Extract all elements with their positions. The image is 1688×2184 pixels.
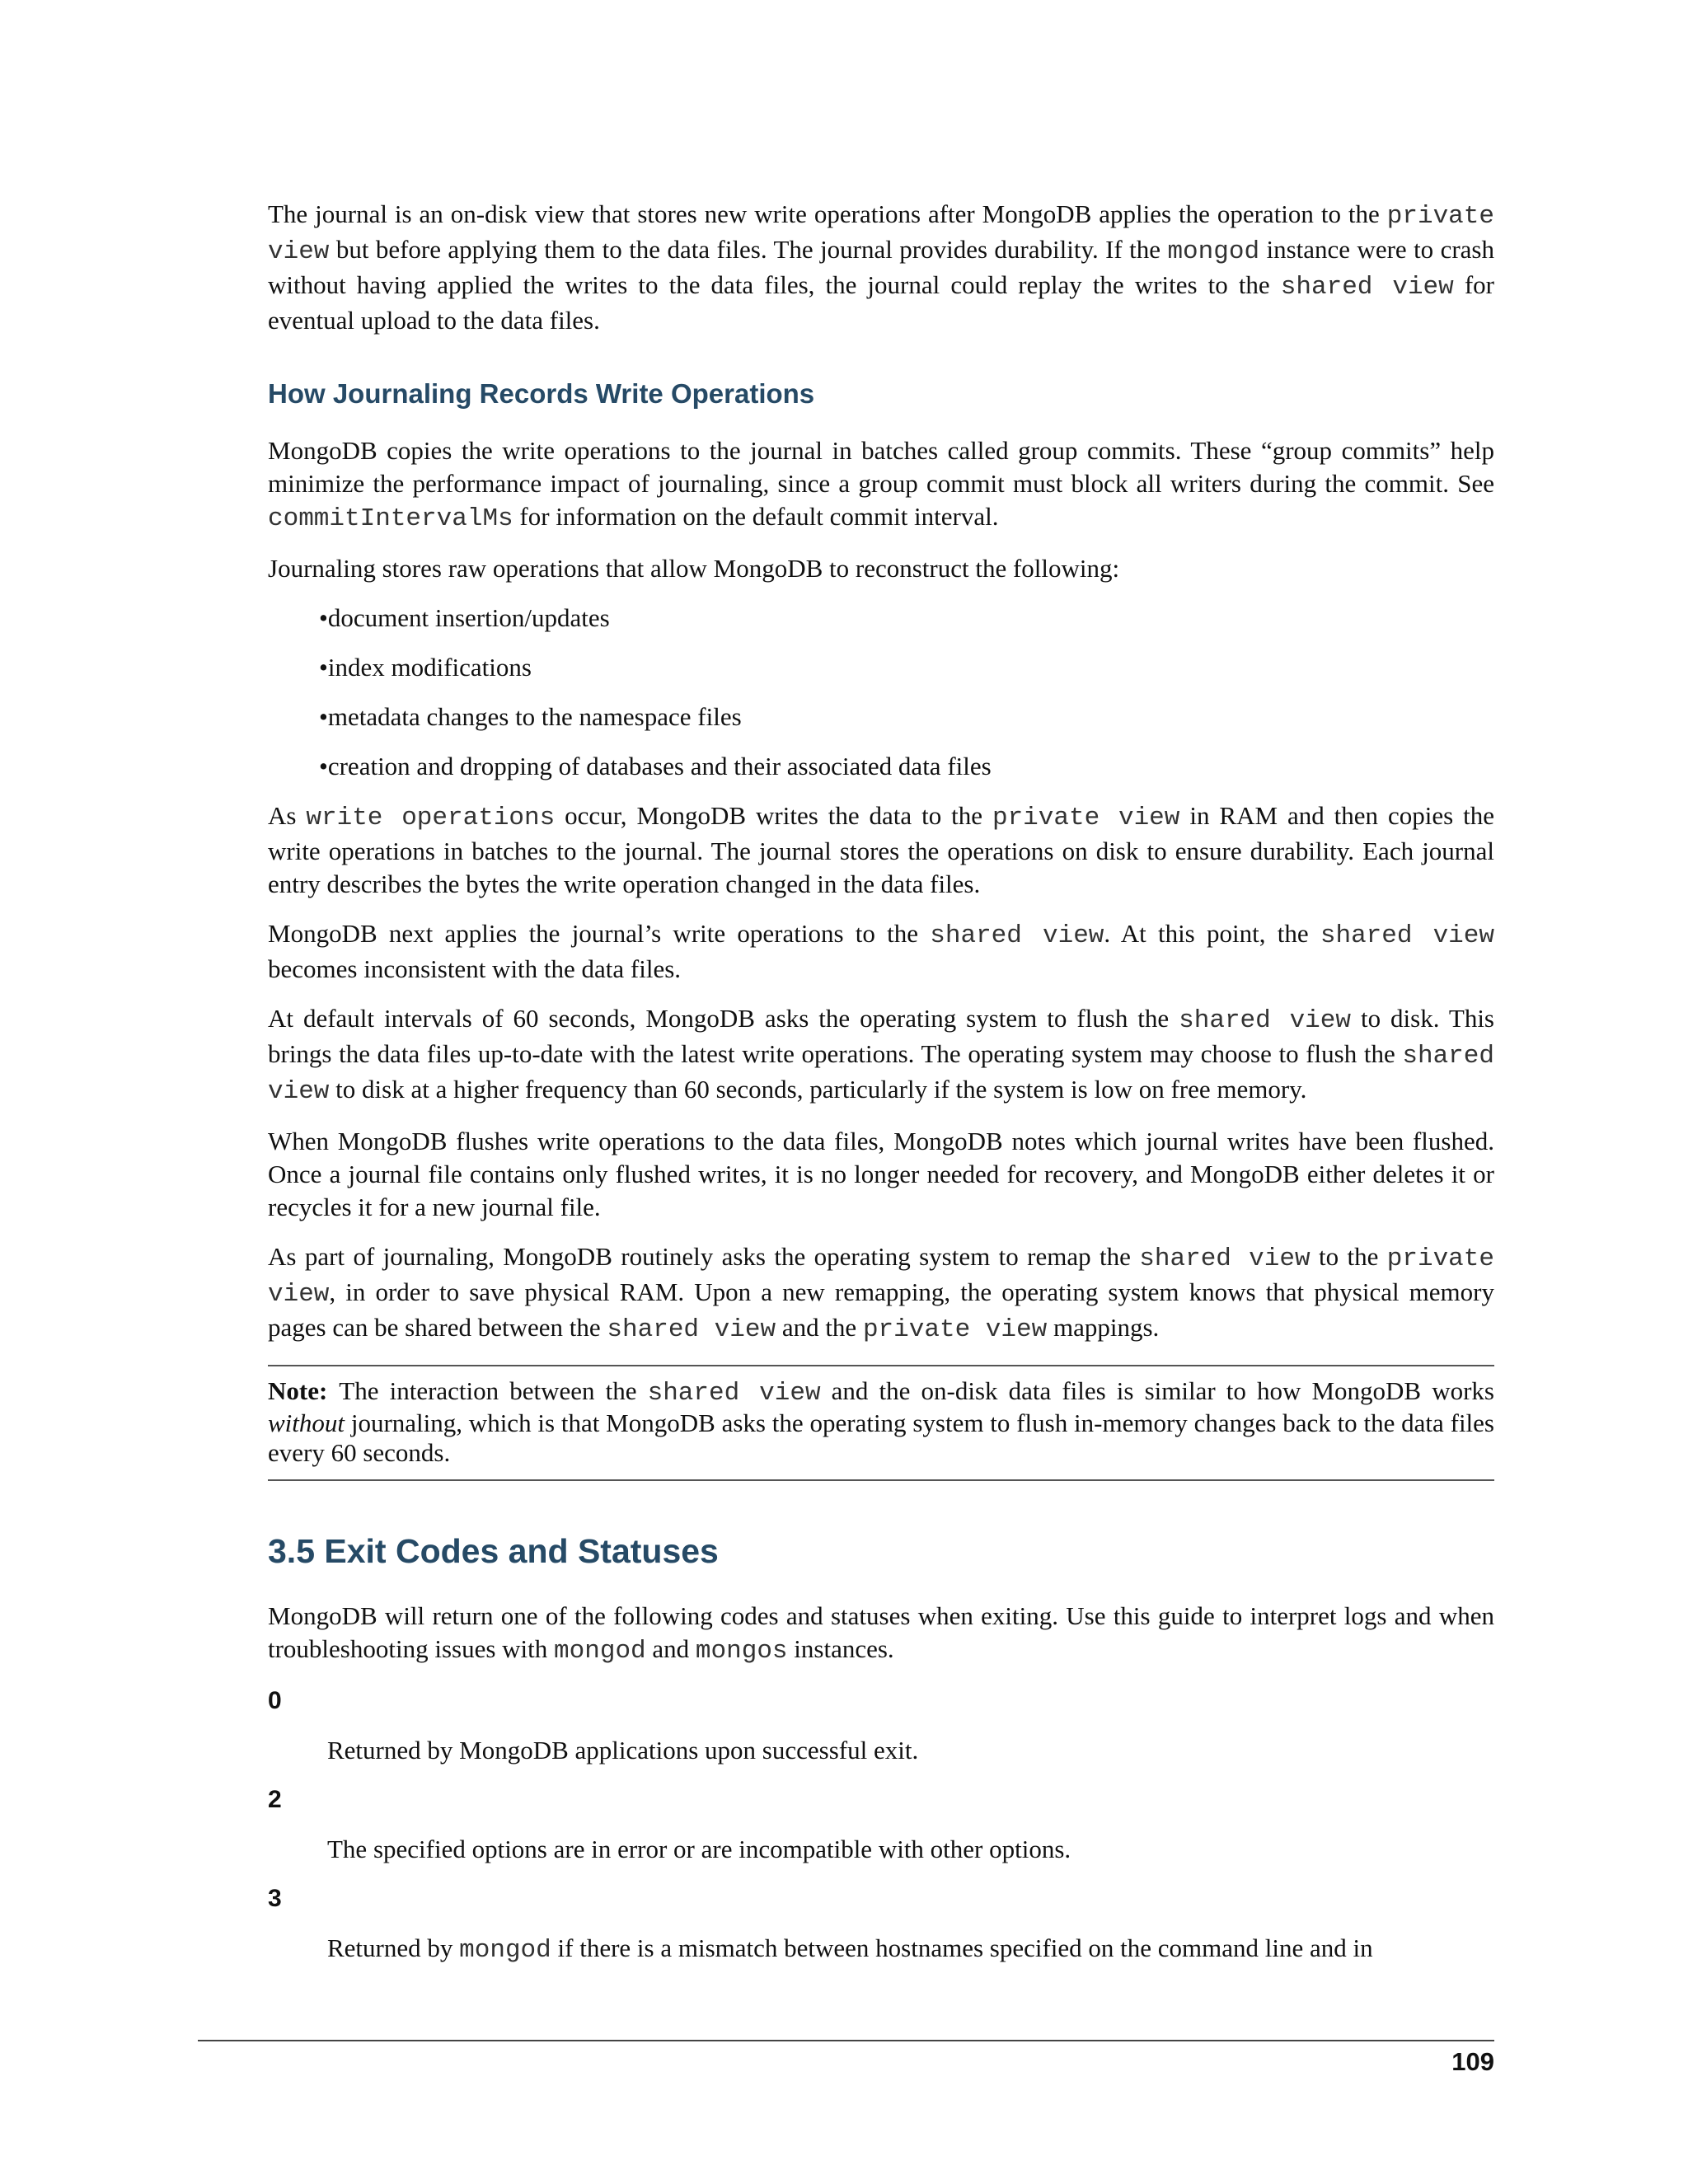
code-shared-view: shared view xyxy=(930,921,1104,950)
section-heading: 3.5 Exit Codes and Statuses xyxy=(268,1532,719,1570)
footer-divider xyxy=(198,2040,1494,2041)
link-commit-interval-ms[interactable]: commitIntervalMs xyxy=(268,504,513,533)
code-private-view: private view xyxy=(992,804,1180,832)
code-shared-view: shared view xyxy=(1179,1006,1351,1035)
code-private-view: private view xyxy=(862,1315,1048,1344)
exit-code-term: 3 xyxy=(268,1885,282,1912)
code-shared-view: shared view xyxy=(647,1379,821,1408)
flushed-writes-paragraph: When MongoDB flushes write operations to the data files, MongoDB notes which journal writes have been flushed. Once a journal file contains only flushed writes, it is no longer needed for recovery, and MongoDB either deletes it or recycles it for a new journal file. xyxy=(268,1127,1494,1221)
remap-paragraph: As part of journaling, MongoDB routinely asks the operating system to remap the shared view to the private view, in order to save physical RAM. Upon a new remapping, the operating system knows that physical memory pages can be shared between the shared view and the private view mappings. xyxy=(268,1242,1494,1344)
code-private-view: private view xyxy=(268,202,1494,266)
write-operations-paragraph: As write operations occur, MongoDB writes the data to the private view in RAM and then copies the write operations in batches to the journal. The journal stores the operations on disk to ensure durability. Each journal entry describes the bytes the write operation changed in the data files. xyxy=(268,801,1494,898)
code-mongod: mongod xyxy=(1167,237,1260,266)
reconstruct-list xyxy=(268,602,1494,783)
list-item: •document insertion/updates xyxy=(319,603,610,632)
exit-code-description: The specified options are in error or are incompatible with other options. xyxy=(327,1835,1071,1863)
exit-codes-list xyxy=(268,1685,1494,1967)
list-item: •metadata changes to the namespace files xyxy=(319,702,742,731)
link-mongos[interactable]: mongos xyxy=(695,1637,788,1666)
page-number: 109 xyxy=(1451,2047,1494,2076)
exit-code-description: Returned by MongoDB applications upon successful exit. xyxy=(327,1736,919,1765)
exit-code-term: 2 xyxy=(268,1786,282,1813)
code-shared-view: shared view xyxy=(607,1315,776,1344)
shared-view-paragraph: MongoDB next applies the journal’s write operations to the shared view. At this point, the shared view becomes inconsistent with the data files. xyxy=(268,919,1494,983)
page-content xyxy=(268,198,1494,1984)
code-shared-view: shared view xyxy=(1320,921,1494,950)
list-item: •creation and dropping of databases and their associated data files xyxy=(319,752,992,780)
emphasis-without: without xyxy=(268,1408,345,1437)
code-private-view: private view xyxy=(268,1244,1494,1309)
flush-interval-paragraph: At default intervals of 60 seconds, MongoDB asks the operating system to flush the shared view to disk. This brings the data files up-to-date with the latest write operations. The operating system may choose to flush the shared view to disk at a higher frequency than 60 seconds, particularly if the system is low on free memory. xyxy=(268,1004,1494,1106)
link-mongod[interactable]: mongod xyxy=(554,1637,646,1666)
exit-code-description: Returned by mongod if there is a mismatch between hostnames specified on the command line and in xyxy=(327,1933,1373,1965)
exit-codes-intro: MongoDB will return one of the following codes and statuses when exiting. Use this guide to interpret logs and when troubleshooting issues with mongod and mongos instances. xyxy=(268,1601,1494,1666)
note-box xyxy=(268,1365,1494,1481)
raw-operations-paragraph: Journaling stores raw operations that allow MongoDB to reconstruct the following: xyxy=(268,554,1120,583)
group-commits-paragraph: MongoDB copies the write operations to the journal in batches called group commits. These “group commits” help minimize the performance impact of journaling, since a group commit must block all writers during the commit. See commitIntervalMs for information on the default commit interval. xyxy=(268,436,1494,533)
code-shared-view: shared view xyxy=(268,1042,1494,1106)
note-text: Note: The interaction between the shared view and the on-disk data files is similar to how MongoDB works without journaling, which is that MongoDB asks the operating system to flush in-memory changes back to the data files every 60 seconds. xyxy=(268,1376,1494,1467)
code-shared-view: shared view xyxy=(1280,273,1454,302)
subsection-heading: How Journaling Records Write Operations xyxy=(268,378,815,409)
link-mongod[interactable]: mongod xyxy=(459,1936,551,1965)
code-shared-view: shared view xyxy=(1139,1244,1311,1273)
note-label: Note: xyxy=(268,1376,328,1405)
list-item: •index modifications xyxy=(319,653,532,682)
intro-paragraph: The journal is an on-disk view that stores new write operations after MongoDB applies the operation to the private view but before applying them to the data files. The journal provides durability. If the mongod instance were to crash without having applied the writes to the data files, the journal could replay the writes to the shared view for eventual upload to the data files. xyxy=(268,199,1494,335)
link-write-operations[interactable]: write operations xyxy=(306,804,556,832)
exit-code-term: 0 xyxy=(268,1687,282,1714)
